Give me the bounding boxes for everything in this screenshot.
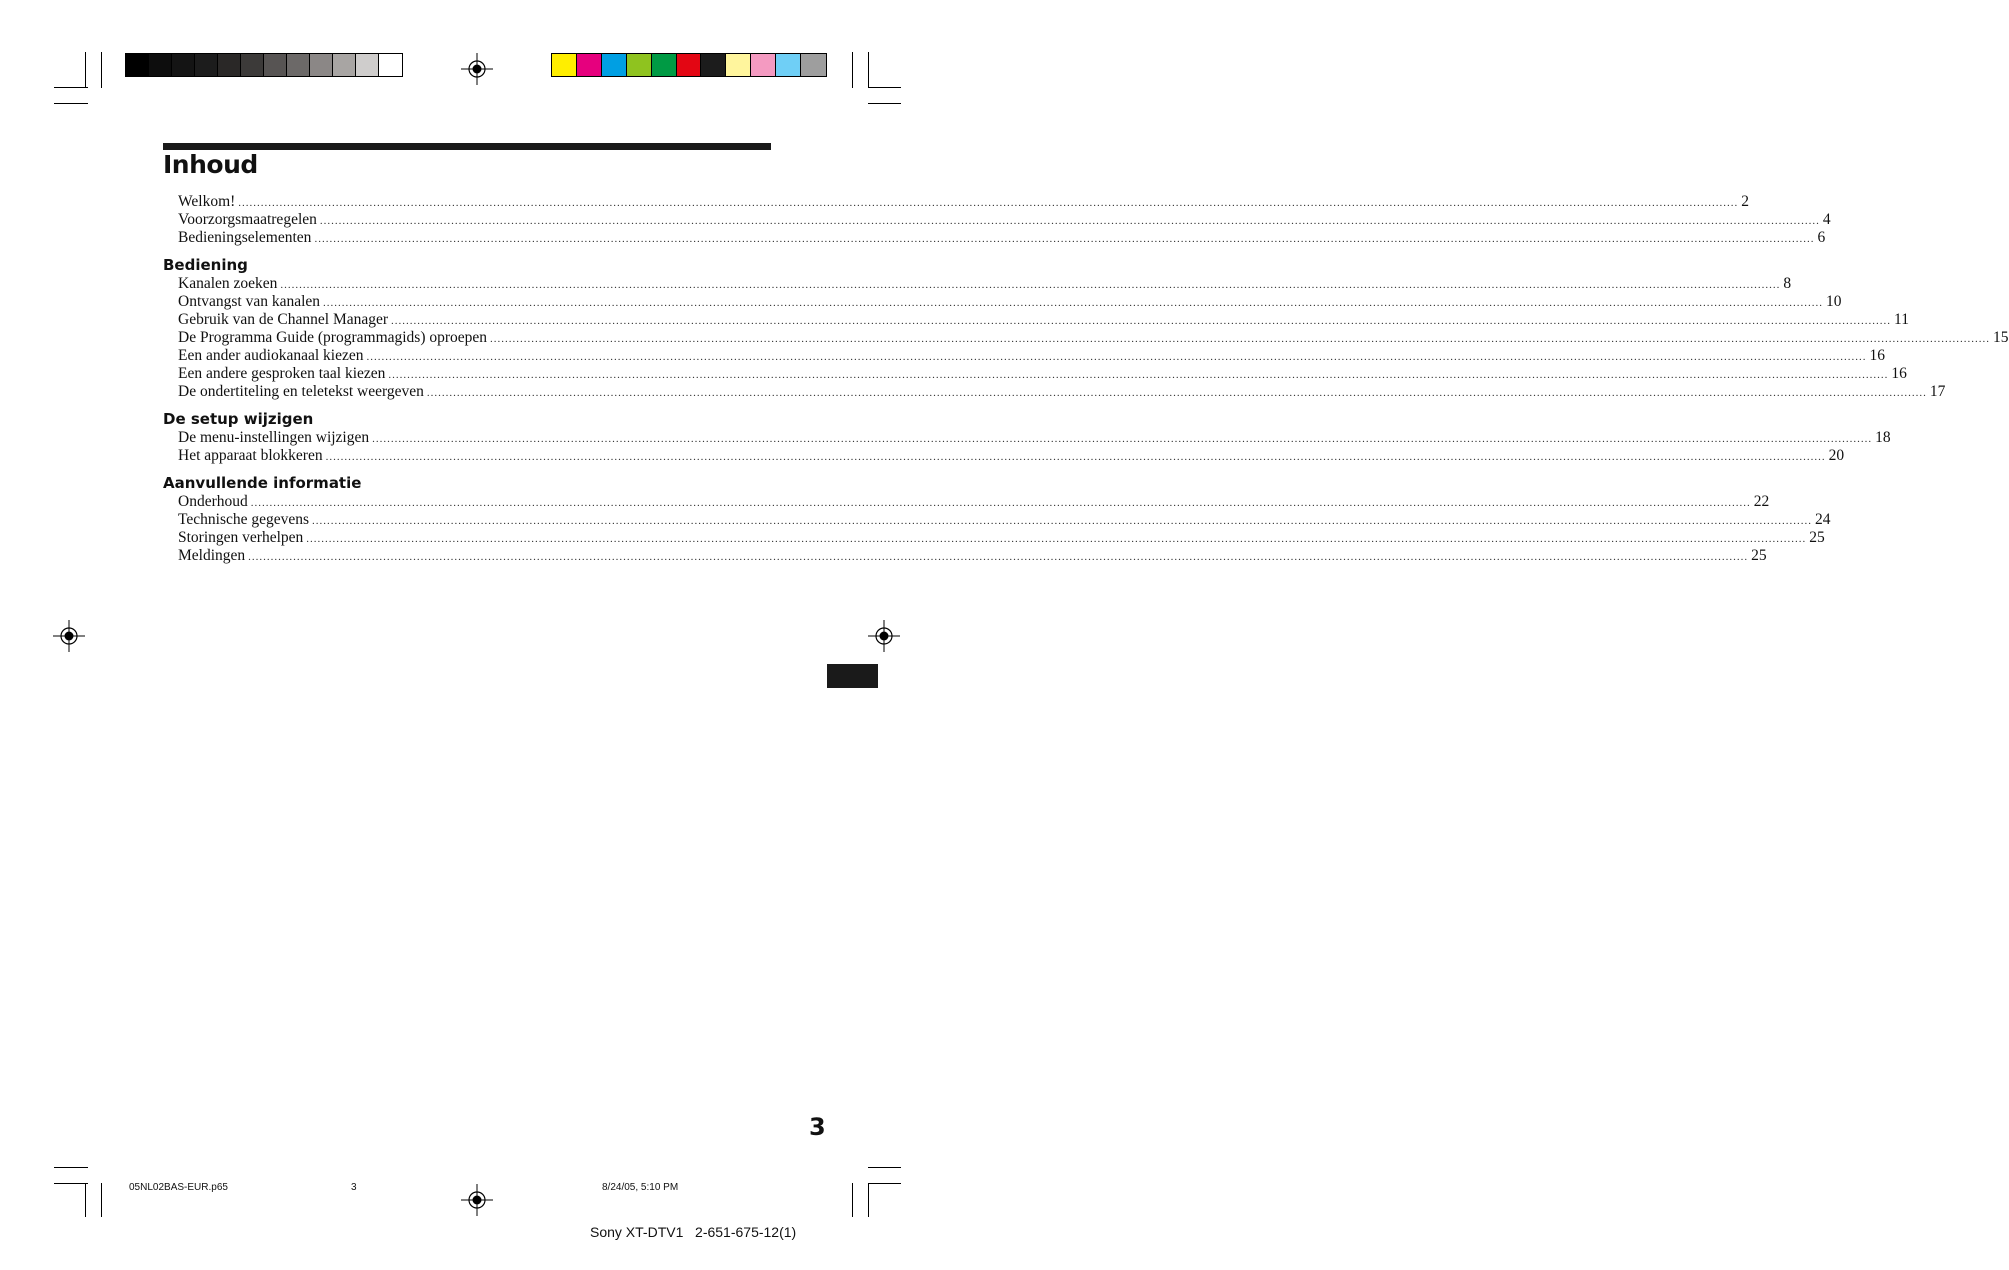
dot-leader: ................................................................................................................................................................................................................................................................................................................................................................................................................ xyxy=(325,451,1826,463)
toc-entry[interactable] xyxy=(163,311,1909,329)
crop-mark xyxy=(85,1183,86,1217)
footer-sheet-number: 3 xyxy=(351,1182,357,1193)
toc-entry[interactable] xyxy=(163,447,1845,465)
dot-leader: ................................................................................................................................................................................................................................................................................................................................................................................................................ xyxy=(372,433,1873,445)
footer-timestamp: 8/24/05, 5:10 PM xyxy=(602,1182,679,1193)
toc-entry-page: 11 xyxy=(1894,311,1909,328)
dot-leader: ................................................................................................................................................................................................................................................................................................................................................................................................................ xyxy=(312,515,1813,527)
dot-leader: ................................................................................................................................................................................................................................................................................................................................................................................................................ xyxy=(426,387,1927,399)
crop-mark xyxy=(54,87,88,88)
toc-entry-page: 24 xyxy=(1815,511,1831,528)
toc-entry-page: 2 xyxy=(1741,193,1750,210)
dot-leader: ................................................................................................................................................................................................................................................................................................................................................................................................................ xyxy=(238,197,1739,209)
dot-leader: ................................................................................................................................................................................................................................................................................................................................................................................................................ xyxy=(306,533,1807,545)
dot-leader: ................................................................................................................................................................................................................................................................................................................................................................................................................ xyxy=(490,333,1991,345)
toc-entry[interactable] xyxy=(163,493,1770,511)
crop-mark xyxy=(101,52,102,88)
color-swatch xyxy=(333,54,356,76)
color-swatch xyxy=(126,54,149,76)
toc-section-heading: Bediening xyxy=(163,256,248,274)
color-swatch xyxy=(149,54,172,76)
toc-entry[interactable] xyxy=(163,511,1831,529)
toc-entry-page: 16 xyxy=(1869,347,1885,364)
toc-section-heading: De setup wijzigen xyxy=(163,410,314,428)
toc-entry-page: 17 xyxy=(1929,383,1946,400)
toc-entry[interactable] xyxy=(163,347,1885,365)
toc-entry-title: Meldingen xyxy=(178,547,246,564)
toc-section xyxy=(163,409,1891,465)
dot-leader: ................................................................................................................................................................................................................................................................................................................................................................................................................ xyxy=(314,233,1815,245)
toc-entry-title: Technische gegevens xyxy=(178,511,310,528)
color-swatch xyxy=(577,54,602,76)
toc-entry-title: Onderhoud xyxy=(178,493,248,510)
toc-entry-title: De menu-instellingen wijzigen xyxy=(178,429,370,446)
dot-leader: ................................................................................................................................................................................................................................................................................................................................................................................................................ xyxy=(280,279,1781,291)
crop-mark xyxy=(868,103,901,104)
page-number: 3 xyxy=(809,1113,826,1141)
toc-entry-title: Voorzorgsmaatregelen xyxy=(178,211,317,228)
toc-section xyxy=(163,255,2009,401)
crop-mark xyxy=(868,1167,901,1168)
color-swatch xyxy=(677,54,702,76)
toc-entry-title: Een ander audiokanaal kiezen xyxy=(178,347,364,364)
toc-entry-title: Gebruik van de Channel Manager xyxy=(178,311,389,328)
title-rule xyxy=(163,143,771,150)
crop-mark xyxy=(101,1183,102,1217)
color-swatch xyxy=(801,54,826,76)
registration-target-icon xyxy=(461,1184,493,1216)
toc-entry-page: 4 xyxy=(1822,211,1831,228)
crop-mark xyxy=(868,1183,901,1184)
registration-target-icon xyxy=(53,620,85,652)
toc-entry-page: 18 xyxy=(1875,429,1891,446)
color-swatch xyxy=(264,54,287,76)
toc-entry-title: Storingen verhelpen xyxy=(178,529,304,546)
toc-entry-title: Welkom! xyxy=(178,193,236,210)
dot-leader: ................................................................................................................................................................................................................................................................................................................................................................................................................ xyxy=(319,215,1820,227)
color-swatch xyxy=(172,54,195,76)
footer-model-code: Sony XT-DTV1 2-651-675-12(1) xyxy=(590,1224,797,1240)
crop-mark xyxy=(54,1183,88,1184)
toc-entry-title: De Programma Guide (programmagids) oproepen xyxy=(178,329,488,346)
toc-section-heading: Aanvullende informatie xyxy=(163,474,362,492)
toc-entry-title: Kanalen zoeken xyxy=(178,275,278,292)
toc-entry-page: 22 xyxy=(1753,493,1770,510)
toc-entry-page: 20 xyxy=(1828,447,1845,464)
color-swatch xyxy=(776,54,801,76)
toc-entry[interactable] xyxy=(163,383,1946,401)
crop-mark xyxy=(852,52,853,88)
crop-mark xyxy=(868,52,869,88)
dot-leader: ................................................................................................................................................................................................................................................................................................................................................................................................................ xyxy=(323,297,1824,309)
toc-entry-title: Een andere gesproken taal kiezen xyxy=(178,365,386,382)
table-of-contents xyxy=(163,193,2009,565)
color-swatch xyxy=(241,54,264,76)
color-swatch xyxy=(726,54,751,76)
color-swatch xyxy=(218,54,241,76)
dot-leader: ................................................................................................................................................................................................................................................................................................................................................................................................................ xyxy=(388,369,1889,381)
toc-section xyxy=(163,473,1831,565)
toc-entry-page: 25 xyxy=(1809,529,1825,546)
toc-entry-page: 6 xyxy=(1817,229,1826,246)
crop-mark xyxy=(54,103,88,104)
toc-section xyxy=(163,193,1831,247)
color-swatch xyxy=(287,54,310,76)
crop-mark xyxy=(85,52,86,88)
page-title: Inhoud xyxy=(163,150,258,179)
toc-entry[interactable] xyxy=(163,365,1907,383)
crop-mark xyxy=(868,1183,869,1217)
toc-entry[interactable] xyxy=(163,547,1767,565)
toc-entry[interactable] xyxy=(163,229,1826,247)
toc-entry[interactable] xyxy=(163,275,1792,293)
color-swatch xyxy=(627,54,652,76)
color-swatch xyxy=(751,54,776,76)
toc-entry-page: 16 xyxy=(1891,365,1907,382)
crop-mark xyxy=(852,1183,853,1217)
toc-entry[interactable] xyxy=(163,529,1825,547)
toc-entry-title: Bedieningselementen xyxy=(178,229,312,246)
toc-entry-title: Het apparaat blokkeren xyxy=(178,447,323,464)
toc-entry-page: 10 xyxy=(1826,293,1842,310)
dot-leader: ................................................................................................................................................................................................................................................................................................................................................................................................................ xyxy=(391,315,1892,327)
toc-entry[interactable] xyxy=(163,293,1842,311)
registration-target-icon xyxy=(461,53,493,85)
toc-entry[interactable] xyxy=(163,193,1750,211)
crop-mark xyxy=(54,1167,88,1168)
dot-leader: ................................................................................................................................................................................................................................................................................................................................................................................................................ xyxy=(250,497,1751,509)
color-swatch xyxy=(379,54,402,76)
footer-file-name: 05NL02BAS-EUR.p65 xyxy=(129,1182,228,1193)
color-bar xyxy=(551,53,827,77)
toc-entry-page: 8 xyxy=(1783,275,1792,292)
toc-entry[interactable] xyxy=(163,329,2009,347)
grayscale-bar xyxy=(125,53,403,77)
toc-entry[interactable] xyxy=(163,429,1891,447)
dot-leader: ................................................................................................................................................................................................................................................................................................................................................................................................................ xyxy=(248,551,1749,563)
dot-leader: ................................................................................................................................................................................................................................................................................................................................................................................................................ xyxy=(366,351,1867,363)
registration-target-icon xyxy=(868,620,900,652)
toc-entry-title: De ondertiteling en teletekst weergeven xyxy=(178,383,424,400)
toc-entry-page: 25 xyxy=(1751,547,1767,564)
color-swatch xyxy=(356,54,379,76)
color-swatch xyxy=(310,54,333,76)
color-swatch xyxy=(195,54,218,76)
toc-entry-page: 15 xyxy=(1993,329,2009,346)
toc-entry[interactable] xyxy=(163,211,1831,229)
color-swatch xyxy=(652,54,677,76)
section-tab xyxy=(827,664,878,688)
color-swatch xyxy=(701,54,726,76)
toc-entry-title: Ontvangst van kanalen xyxy=(178,293,321,310)
color-swatch xyxy=(602,54,627,76)
color-swatch xyxy=(552,54,577,76)
crop-mark xyxy=(868,87,901,88)
